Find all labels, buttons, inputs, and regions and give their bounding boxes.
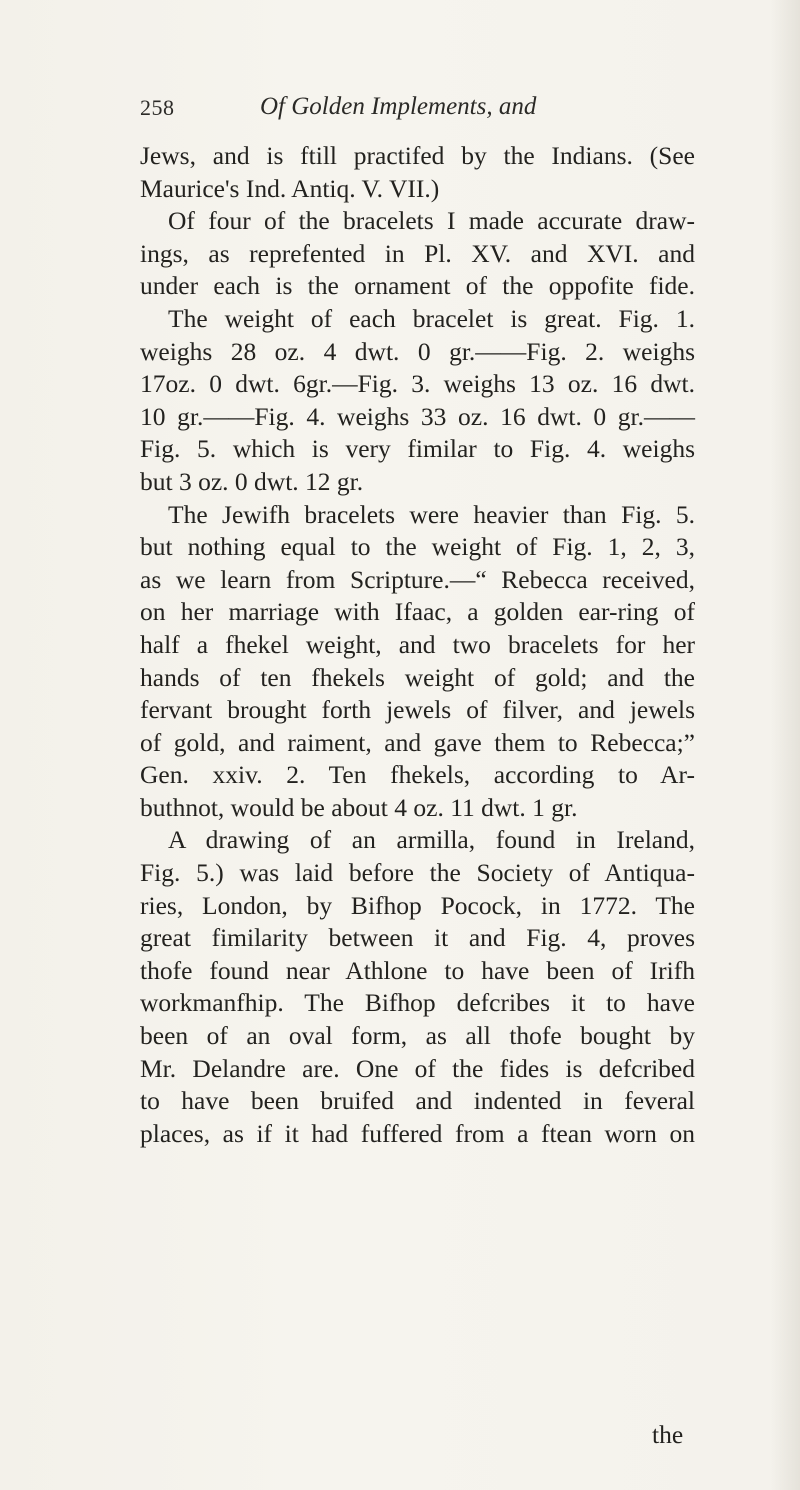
text-line: Of four of the bracelets I made accurate draw- [168,206,695,236]
text-line: under each is the ornament of the oppofite fide. [140,271,695,301]
text-line: Fig. 5.) was laid before the Society of Antiqua- [140,858,695,888]
page-edge-shadow [770,0,800,1490]
text-line: Fig. 5. which is very fimilar to Fig. 4. weighs [140,434,695,464]
text-line: ings, as reprefented in Pl. XV. and XVI. and [140,238,695,268]
text-line: Mr. Delandre are. One of the fides is defcribed [140,1053,695,1083]
text-line: weighs 28 oz. 4 dwt. 0 gr.——Fig. 2. weighs [140,336,695,366]
text-line: places, as if it had fuffered from a ftean worn on [140,1118,695,1148]
running-head [140,93,700,129]
text-line: to have been bruifed and indented in feveral [140,1086,695,1116]
text-line: A drawing of an armilla, found in Ireland, [168,825,695,855]
text-line: hands of ten fhekels weight of gold; and the [140,662,695,692]
running-head-title: Of Golden Implements, and [260,93,537,120]
text-line: half a fhekel weight, and two bracelets for her [140,629,695,659]
text-line: as we learn from Scripture.—“ Rebecca received, [140,564,695,594]
text-line: but nothing equal to the weight of Fig. 1, 2, 3, [140,532,695,562]
text-line: Gen. xxiv. 2. Ten fhekels, according to Ar- [140,760,695,790]
catchword: the [652,1420,684,1449]
page-number: 258 [140,95,175,120]
text-line: of gold, and raiment, and gave them to Rebecca;” [140,727,695,757]
body-text [140,140,695,1150]
text-line: The Jewifh bracelets were heavier than Fig. 5. [168,499,695,529]
text-line: thofe found near Athlone to have been of Irifh [140,955,695,985]
text-line: great fimilarity between it and Fig. 4, proves [140,923,695,953]
text-line: been of an oval form, as all thofe bought by [140,1021,695,1051]
text-line: but 3 oz. 0 dwt. 12 gr. [140,466,364,496]
text-line: The weight of each bracelet is great. Fig. 1. [168,303,695,333]
text-line: Maurice's Ind. Antiq. V. VII.) [140,173,440,203]
text-line: 17oz. 0 dwt. 6gr.—Fig. 3. weighs 13 oz. 16 dwt. [140,369,695,399]
text-line: on her marriage with Ifaac, a golden ear-ring of [140,597,695,627]
text-line: buthnot, would be about 4 oz. 11 dwt. 1 gr. [140,792,578,822]
text-line: workmanfhip. The Bifhop defcribes it to have [140,988,695,1018]
text-line: ries, London, by Bifhop Pocock, in 1772. The [140,890,695,920]
text-line: Jews, and is ftill practifed by the Indians. (See [140,141,695,170]
text-line: 10 gr.——Fig. 4. weighs 33 oz. 16 dwt. 0 gr.—— [140,401,695,431]
text-line: fervant brought forth jewels of filver, and jewels [140,695,695,725]
